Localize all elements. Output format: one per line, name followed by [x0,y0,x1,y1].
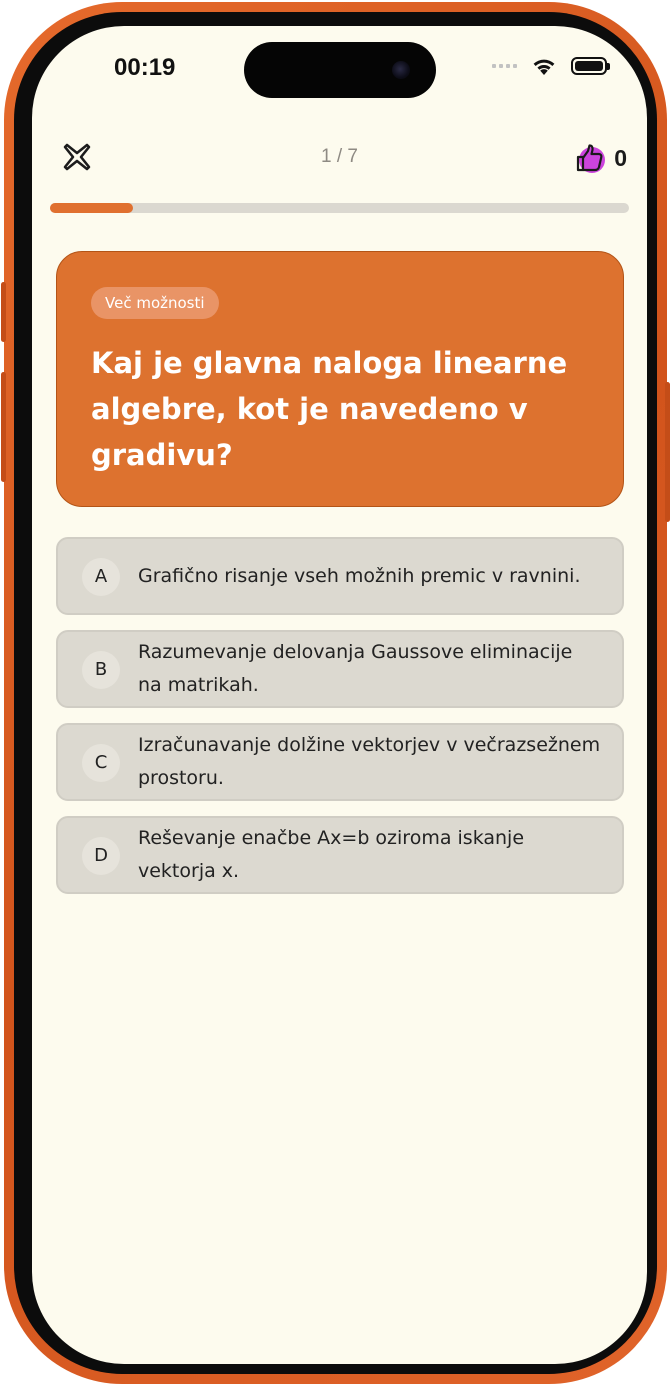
answer-option-d[interactable] [56,816,624,894]
option-letter: C [82,744,120,782]
score-display [574,142,627,174]
option-letter: B [82,651,120,689]
cellular-signal-icon [492,64,517,68]
volume-down-button [1,372,6,482]
camera-icon [392,61,410,79]
progress-bar [50,203,629,213]
question-card [56,251,624,507]
question-counter: 1 / 7 [321,146,358,167]
phone-frame [4,2,667,1384]
volume-up-button [1,282,6,342]
option-text: Grafično risanje vseh možnih premic v ravnini. [138,564,581,587]
question-text: Kaj je glavna naloga linearne algebre, kot je navedeno v gradivu? [91,346,568,472]
answer-options [56,537,624,909]
option-text: Reševanje enačbe Ax=b oziroma iskanje vektorja x. [138,827,525,882]
dynamic-island [244,42,436,98]
answer-option-b[interactable] [56,630,624,708]
power-button [665,382,670,522]
option-text: Izračunavanje dolžine vektorjev v večrazsežnem prostoru. [138,734,601,789]
option-text: Razumevanje delovanja Gaussove eliminacije na matrikah. [138,641,573,696]
option-letter: A [82,558,120,596]
answer-option-c[interactable] [56,723,624,801]
progress-fill [50,203,133,213]
question-type-badge: Več možnosti [91,287,219,319]
status-time: 00:19 [114,54,176,81]
wifi-icon [531,56,557,76]
thumbs-up-icon [574,142,606,174]
score-value: 0 [614,144,627,171]
battery-icon [571,57,607,75]
option-letter: D [82,837,120,875]
status-icons [492,56,607,76]
app-screen [32,26,647,1364]
answer-option-a[interactable] [56,537,624,615]
